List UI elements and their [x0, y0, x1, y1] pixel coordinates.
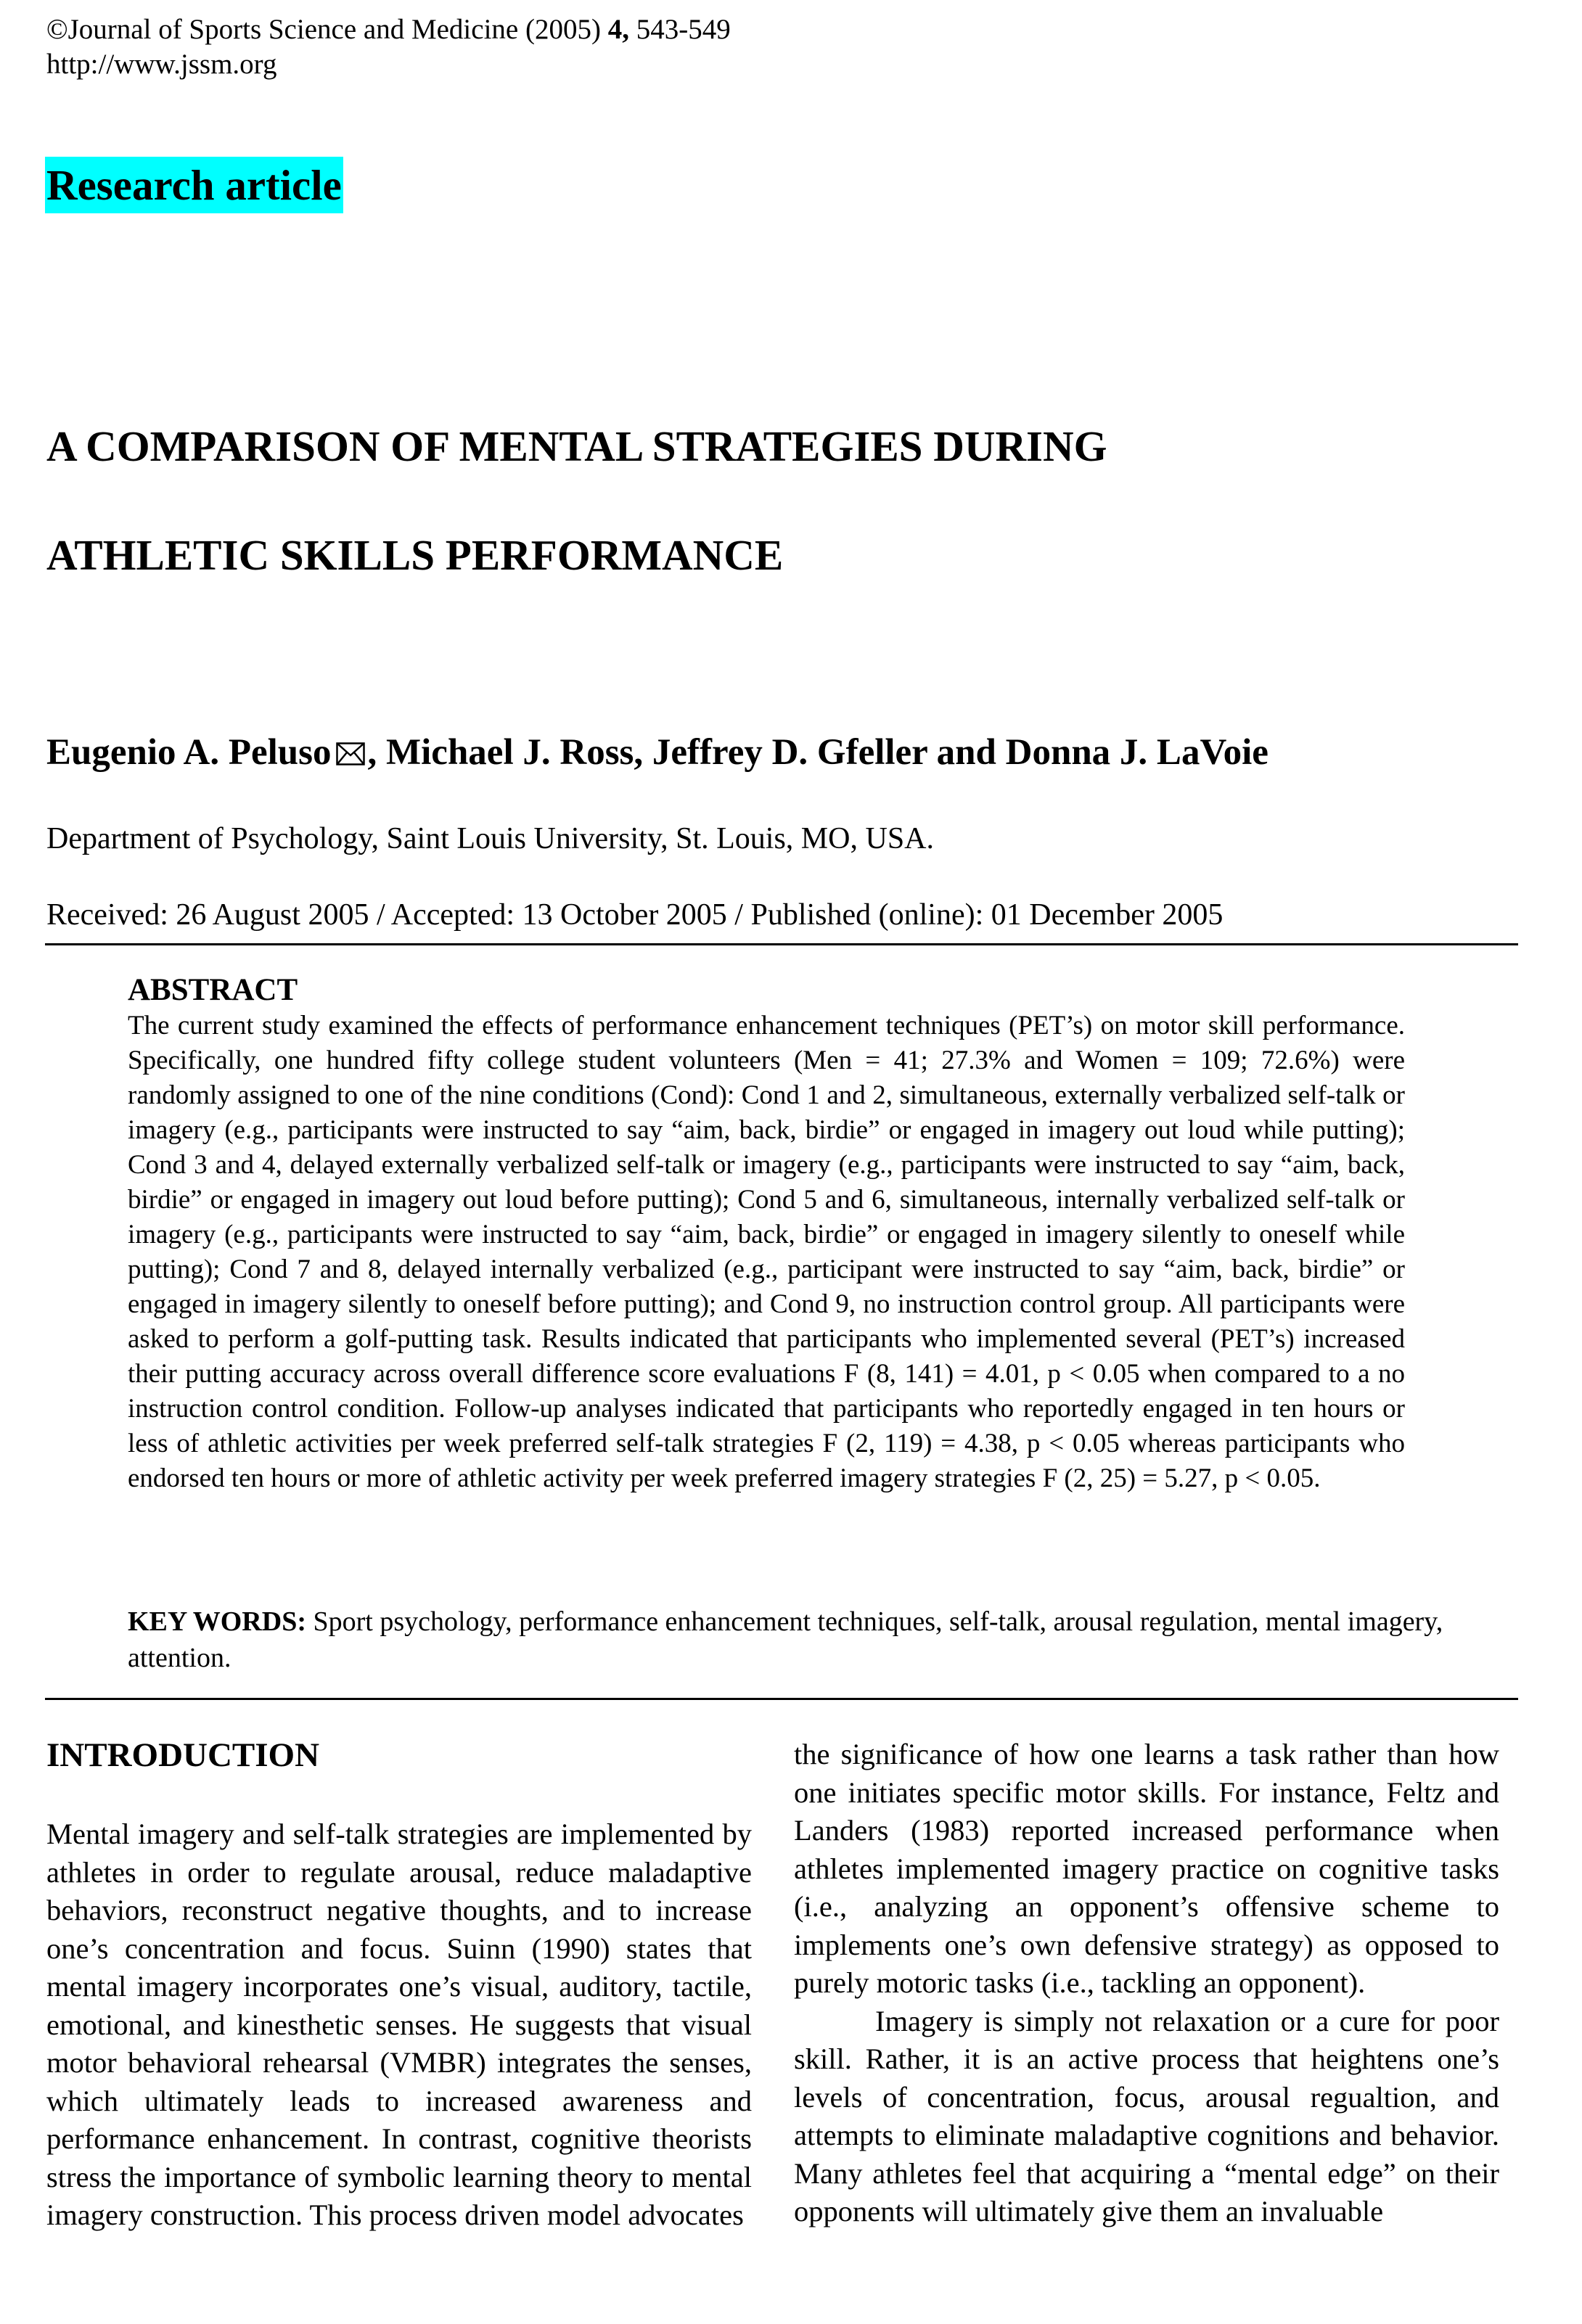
keywords-section: [128, 1604, 1478, 1676]
intro-paragraph-1: Mental imagery and self-talk strategies are implemented by athletes in order to regulate arousal, reduce maladaptive behaviors, reconstruct negative thoughts, and to increase one’s concentration and focus. Suinn (1990) states that mental imagery incorporates one’s visual, auditory, tactile, emotional, and kinesthetic senses. He suggests that visual motor behavioral rehearsal (VMBR) integrates the senses, which ultimately leads to increased awareness and performance enhancement. In contrast, cognitive theorists stress the importance of symbolic learning theory to mental imagery construction. This process driven model advocates: [46, 1818, 752, 2231]
journal-pages: 543-549: [628, 14, 731, 45]
keywords-text: Sport psychology, performance enhancement techniques, self-talk, arousal regulation, mental imagery, attention.: [128, 1606, 1443, 1673]
article-type-label: Research article: [45, 157, 343, 213]
divider-top: [45, 943, 1518, 945]
divider-bottom: [45, 1698, 1518, 1700]
abstract-text: The current study examined the effects of performance enhancement techniques (PET’s) on motor skill performance. Specifically, one hundred fifty college student volunteers (Men = 41; 27.3% and Women = 109; 72.6%) were randomly assigned to one of the nine conditions (Cond): Cond 1 and 2, simultaneous, externally verbalized self-talk or imagery (e.g., participants were instructed to say “aim, back, birdie” or engaged in imagery out loud while putting); Cond 3 and 4, delayed externally verbalized self-talk or imagery (e.g., participants were instructed to say “aim, back, birdie” or engaged in imagery out loud before putting); Cond 5 and 6, simultaneous, internally verbalized self-talk or imagery (e.g., participants were instructed to say “aim, back, birdie” or engaged in imagery silently to oneself while putting); Cond 7 and 8, delayed internally verbalized (e.g., participant were instructed to say “aim, back, birdie” or engaged in imagery silently to oneself before putting); and Cond 9, no instruction control group. All participants were asked to perform a golf-putting task. Results indicated that participants who implemented several (PET’s) increased their putting accuracy across overall difference score evaluations F (8, 141) = 4.01, p < 0.05 when compared to a no instruction control condition. Follow-up analyses indicated that participants who reportedly engaged in ten hours or less of athletic activities per week preferred self-talk strategies F (2, 119) = 4.38, p < 0.05 whereas participants who endorsed ten hours or more of athletic activity per week preferred imagery strategies F (2, 25) = 5.27, p < 0.05.: [128, 1011, 1405, 1493]
journal-volume: 4,: [607, 14, 629, 45]
keywords-label: KEY WORDS:: [128, 1606, 306, 1637]
journal-url[interactable]: http://www.jssm.org: [46, 49, 277, 80]
abstract-heading: ABSTRACT: [128, 973, 298, 1007]
affiliation: Department of Psychology, Saint Louis University, St. Louis, MO, USA.: [46, 822, 935, 855]
journal-citation: [46, 13, 731, 46]
article-title-line-1: A COMPARISON OF MENTAL STRATEGIES DURING: [46, 422, 1107, 470]
introduction-heading: INTRODUCTION: [46, 1736, 320, 1774]
author-list: [46, 729, 1269, 776]
intro-paragraph-2: the significance of how one learns a task rather than how one initiates specific motor skills. For instance, Feltz and Landers (1983) reported increased performance when athletes implemented imagery practice on cognitive tasks (i.e., analyzing an opponent’s offensive scheme to implements one’s own defensive strategy) as opposed to purely motoric tasks (i.e., tackling an opponent).: [794, 1738, 1499, 1999]
co-authors: , Michael J. Ross, Jeffrey D. Gfeller and Donna J. LaVoie: [367, 732, 1269, 773]
publication-dates: Received: 26 August 2005 / Accepted: 13 October 2005 / Published (online): 01 December 2005: [46, 898, 1224, 932]
article-title-line-2: ATHLETIC SKILLS PERFORMANCE: [46, 531, 784, 579]
envelope-icon[interactable]: [336, 731, 365, 754]
intro-paragraph-3: Imagery is simply not relaxation or a cure for poor skill. Rather, it is an active process that heightens one’s levels of concentration, focus, arousal regualtion, and attempts to eliminate maladaptive cognitions and behavior. Many athletes feel that acquiring a “mental edge” on their opponents will ultimately give them an invaluable: [794, 2004, 1499, 2227]
first-author: Eugenio A. Peluso: [46, 732, 332, 773]
journal-name: ©Journal of Sports Science and Medicine (2005): [46, 14, 608, 45]
left-column: [46, 1815, 752, 2235]
right-column: [794, 1736, 1499, 2231]
abstract-section: [128, 972, 1405, 1496]
